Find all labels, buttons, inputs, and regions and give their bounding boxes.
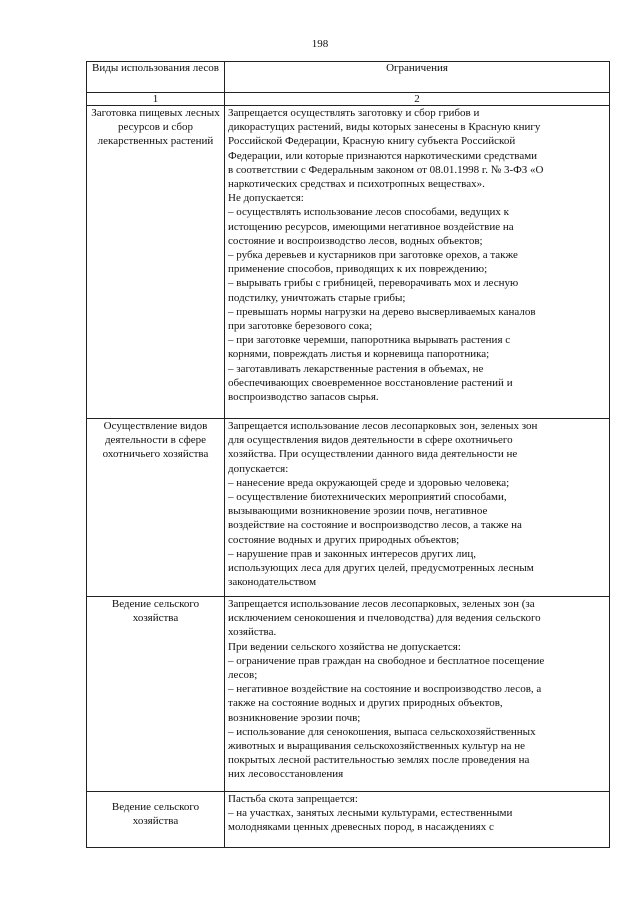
restriction-line: Федерации, или которые признаются наркотическими средствами — [228, 149, 538, 162]
restriction-line: законодательством — [228, 576, 317, 589]
restriction-line: них лесовосстановления — [228, 768, 344, 781]
column-number: 2 — [225, 93, 610, 106]
restriction-line: – нанесение вреда окружающей среде и здоровью человека; — [228, 476, 510, 489]
restriction-line: хозяйства. — [228, 626, 277, 639]
forest-use-cell: Заготовка пищевых лесных ресурсов и сбор лекарственных растений — [87, 106, 225, 419]
restriction-line: исключением сенокошения и пчеловодства) для ведения сельского — [228, 612, 541, 625]
restriction-line: в соответствии с Федеральным законом от 08.01.1998 г. № 3-ФЗ «О — [228, 163, 544, 176]
restriction-line: – негативное воздействие на состояние и воспроизводство лесов, а — [228, 683, 542, 696]
table-row — [87, 597, 610, 792]
restriction-line: состояние водных и других природных объектов; — [228, 533, 460, 546]
restriction-line: – использование для сенокошения, выпаса сельскохозяйственных — [228, 725, 536, 738]
restriction-line: хозяйства. При осуществлении данного вида деятельности не — [228, 448, 518, 461]
table-row — [87, 792, 610, 848]
column-number: 1 — [87, 93, 225, 106]
restriction-line: истощению ресурсов, имеющими негативное воздействие на — [228, 220, 514, 233]
restriction-line: – рубка деревьев и кустарников при заготовке орехов, а также — [228, 249, 518, 262]
restriction-line: допускается: — [228, 462, 289, 475]
table-row — [87, 419, 610, 597]
restriction-line: животных и выращивания сельскохозяйственных культур на не — [228, 740, 526, 753]
restriction-line: обеспечивающих своевременное восстановление растений и — [228, 376, 513, 389]
restriction-line: Запрещается использование лесов лесопарковых зон, зеленых зон — [228, 420, 538, 432]
restriction-line: При ведении сельского хозяйства не допускается: — [228, 640, 461, 653]
restriction-line: – превышать нормы нагрузки на дерево высверливаемых каналов — [228, 305, 536, 318]
restrictions-cell — [225, 106, 610, 419]
restriction-line: молодняками ценных древесных пород, в насаждениях с — [228, 821, 494, 834]
restrictions-cell — [225, 597, 610, 792]
restriction-line: состояние и воспроизводство лесов, водных объектов; — [228, 234, 483, 247]
restrictions-cell — [225, 419, 610, 597]
restriction-line: Запрещается осуществлять заготовку и сбор грибов и — [228, 107, 480, 119]
restriction-line: использующих леса для других целей, предусмотренных лесным — [228, 562, 534, 575]
restriction-line: воспроизводство запасов сырья. — [228, 391, 379, 404]
restriction-line: для осуществления видов деятельности в сфере охотничьего — [228, 434, 513, 447]
restriction-line: воздействие на состояние и воспроизводство лесов, а также на — [228, 519, 522, 532]
table-row — [87, 106, 610, 419]
restriction-line: – заготавливать лекарственные растения в объемах, не — [228, 362, 484, 375]
restriction-line: вызывающими возникновение эрозии почв, негативное — [228, 505, 488, 518]
table-header-row — [87, 62, 610, 93]
restriction-line: покрытых лесной растительностью землях после проведения на — [228, 754, 530, 767]
restriction-line: также на состояние водных и других природных объектов, — [228, 697, 503, 710]
forest-use-cell: Ведение сельского хозяйства — [87, 792, 225, 848]
restrictions-cell — [225, 792, 610, 848]
restriction-line: – осуществлять использование лесов способами, ведущих к — [228, 206, 510, 219]
forest-use-cell: Ведение сельского хозяйства — [87, 597, 225, 792]
restriction-line: применение способов, приводящих к их повреждению; — [228, 263, 488, 276]
restriction-line: – вырывать грибы с грибницей, переворачивать мох и лесную — [228, 277, 519, 290]
restriction-line: дикорастущих растений, виды которых занесены в Красную книгу — [228, 121, 541, 134]
forest-use-cell: Осуществление видов деятельности в сфере охотничьего хозяйства — [87, 419, 225, 597]
restriction-line: Запрещается использование лесов лесопарковых, зеленых зон (за — [228, 598, 535, 610]
header-restrictions: Ограничения — [225, 62, 610, 93]
column-number-row — [87, 93, 610, 106]
restriction-line: наркотических средствах и психотропных веществах». — [228, 178, 485, 191]
restriction-line: Российской Федерации, Красную книгу субъекта Российской — [228, 135, 516, 148]
restriction-line: лесов; — [228, 669, 258, 682]
restriction-line: – на участках, занятых лесными культурами, естественными — [228, 807, 513, 820]
restriction-line: – ограничение прав граждан на свободное и бесплатное посещение — [228, 654, 545, 667]
restriction-line: возникновение эрозии почв; — [228, 711, 361, 724]
restriction-line: при заготовке березового сока; — [228, 320, 373, 333]
restriction-line: корнями, повреждать листья и корневища папоротника; — [228, 348, 490, 361]
restriction-line: подстилку, уничтожать старые грибы; — [228, 291, 406, 304]
header-forest-use: Виды использования лесов — [87, 62, 225, 93]
restriction-line: – при заготовке черемши, папоротника вырывать растения с — [228, 334, 511, 347]
restriction-line: Не допускается: — [228, 192, 304, 205]
restriction-line: – нарушение прав и законных интересов других лиц, — [228, 547, 476, 560]
restrictions-table — [86, 61, 610, 848]
restriction-line: – осуществление биотехнических мероприятий способами, — [228, 491, 507, 504]
page-number: 198 — [311, 38, 329, 50]
restriction-line: Пастьба скота запрещается: — [228, 793, 358, 805]
